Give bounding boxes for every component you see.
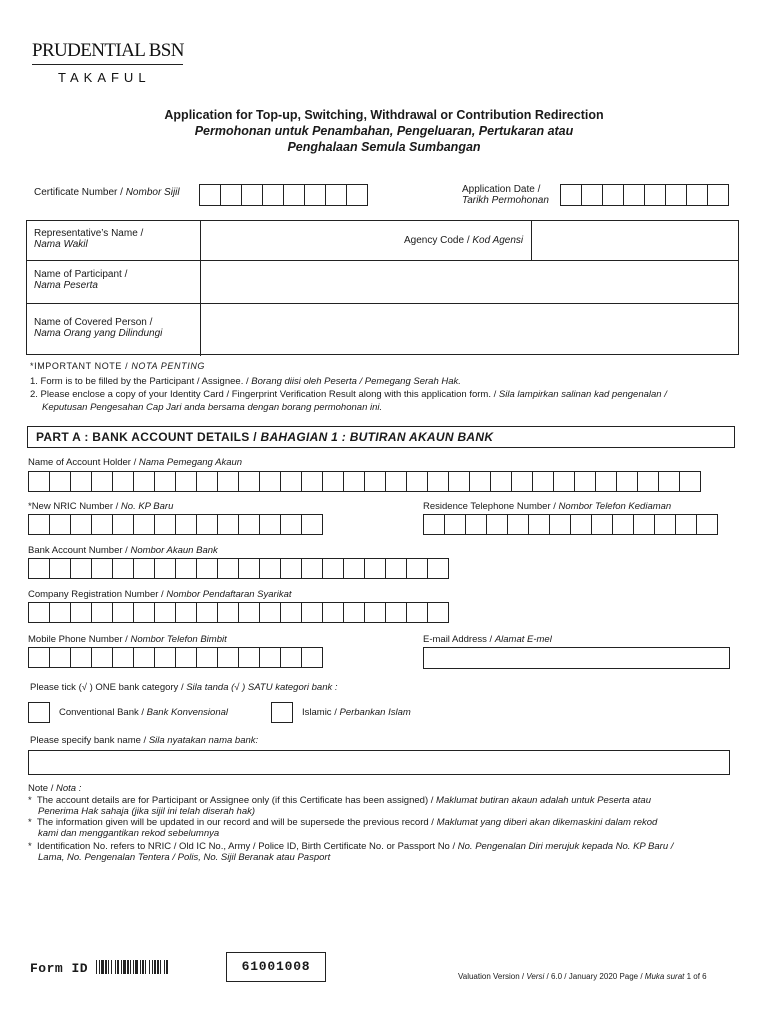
important-note-heading: *IMPORTANT NOTE / NOTA PENTING [30, 361, 206, 371]
brand-logo: PRUDENTIAL BSN [32, 40, 184, 61]
residence-tel-boxes[interactable] [423, 514, 718, 535]
residence-tel-label: Residence Telephone Number / Nombor Telefon Kediaman [423, 501, 672, 512]
form-title-ms-2: Penghalaan Semula Sumbangan [287, 140, 481, 154]
covered-person-field[interactable] [201, 304, 739, 355]
form-title-ms-1: Permohonan untuk Penambahan, Pengeluaran, Pertukaran atau [194, 124, 574, 138]
company-reg-boxes[interactable] [28, 602, 449, 623]
form-number: 61001008 [226, 952, 326, 982]
account-holder-label: Name of Account Holder / Nama Pemegang Akaun [28, 457, 243, 468]
islamic-bank-checkbox[interactable] [271, 702, 293, 723]
certificate-number-boxes[interactable] [199, 184, 368, 206]
agency-code-field[interactable] [532, 221, 739, 260]
notes-heading: Note / Nota : [28, 783, 82, 794]
mobile-label: Mobile Phone Number / Nombor Telefon Bimbit [28, 634, 227, 645]
bank-category-label: Please tick (√ ) ONE bank category / Sila tanda (√ ) SATU kategori bank : [30, 682, 338, 693]
conventional-bank-label: Conventional Bank / Bank Konvensional [59, 707, 229, 718]
note-2-cont: kami dan menggantikan rekod sebelumnya [38, 828, 220, 839]
participant-name-label: Name of Participant / Nama Peserta [34, 269, 128, 291]
note-1-cont: Penerima Hak sahaja (jika sijil ini telah diserah hak) [38, 806, 256, 817]
email-label: E-mail Address / Alamat E-mel [423, 634, 552, 645]
islamic-bank-label: Islamic / Perbankan Islam [302, 707, 411, 718]
important-note-2: 2. Please enclose a copy of your Identity Card / Fingerprint Verification Result along with this application form. / Sila lampirkan salinan kad pengenalan / [30, 389, 667, 400]
bank-account-label: Bank Account Number / Nombor Akaun Bank [28, 545, 218, 556]
note-3: * Identification No. refers to NRIC / Old IC No., Army / Police ID, Birth Certificate No. or Passport No / No. Pengenalan Diri merujuk kepada No. KP Baru / [28, 841, 674, 852]
mobile-boxes[interactable] [28, 647, 323, 668]
email-field[interactable] [423, 647, 730, 669]
bank-account-boxes[interactable] [28, 558, 449, 579]
conventional-bank-checkbox[interactable] [28, 702, 50, 723]
important-note-2-cont: Keputusan Pengesahan Cap Jari anda bersama dengan borang permohonan ini. [42, 402, 383, 413]
nric-boxes[interactable] [28, 514, 323, 535]
nric-label: *New NRIC Number / No. KP Baru [28, 501, 174, 512]
account-holder-boxes[interactable] [28, 471, 701, 492]
representative-table [26, 220, 739, 355]
note-3-cont: Lama, No. Pengenalan Tentera / Polis, No. Sijil Beranak atau Pasport [38, 852, 331, 863]
part-a-heading: PART A : BANK ACCOUNT DETAILS / BAHAGIAN 1 : BUTIRAN AKAUN BANK [27, 426, 735, 448]
application-date-label: Application Date / Tarikh Permohonan [462, 184, 549, 206]
version-footer: Valuation Version / Versi / 6.0 / January 2020 Page / Muka surat 1 of 6 [458, 972, 707, 981]
barcode-icon [96, 960, 214, 974]
important-note-1: 1. Form is to be filled by the Participant / Assignee. / Borang diisi oleh Peserta / Pemegang Serah Hak. [30, 376, 461, 387]
bank-name-label: Please specify bank name / Sila nyatakan nama bank: [30, 735, 259, 746]
certificate-number-label: Certificate Number / Nombor Sijil [34, 187, 180, 198]
application-date-boxes[interactable] [560, 184, 729, 206]
logo-divider [32, 64, 183, 65]
bank-name-field[interactable] [28, 750, 730, 775]
form-title-en: Application for Top-up, Switching, Withdrawal or Contribution Redirection [164, 108, 604, 122]
participant-name-field[interactable] [201, 261, 739, 303]
company-reg-label: Company Registration Number / Nombor Pendaftaran Syarikat [28, 589, 292, 600]
brand-subtitle: TAKAFUL [58, 70, 151, 85]
covered-person-label: Name of Covered Person / Nama Orang yang Dilindungi [34, 317, 163, 339]
note-1: * The account details are for Participant or Assignee only (if this Certificate has been assigned) / Maklumat butiran akaun adalah untuk Peserta atau [28, 795, 651, 806]
form-id-label: Form ID [30, 961, 89, 976]
note-2: * The information given will be updated in our record and will be supersede the previous record / Maklumat yang diberi akan dikemaskini dalam rekod [28, 817, 658, 828]
agency-code-label: Agency Code / Kod Agensi [404, 235, 524, 246]
representative-name-label: Representative’s Name / Nama Wakil [34, 228, 144, 250]
